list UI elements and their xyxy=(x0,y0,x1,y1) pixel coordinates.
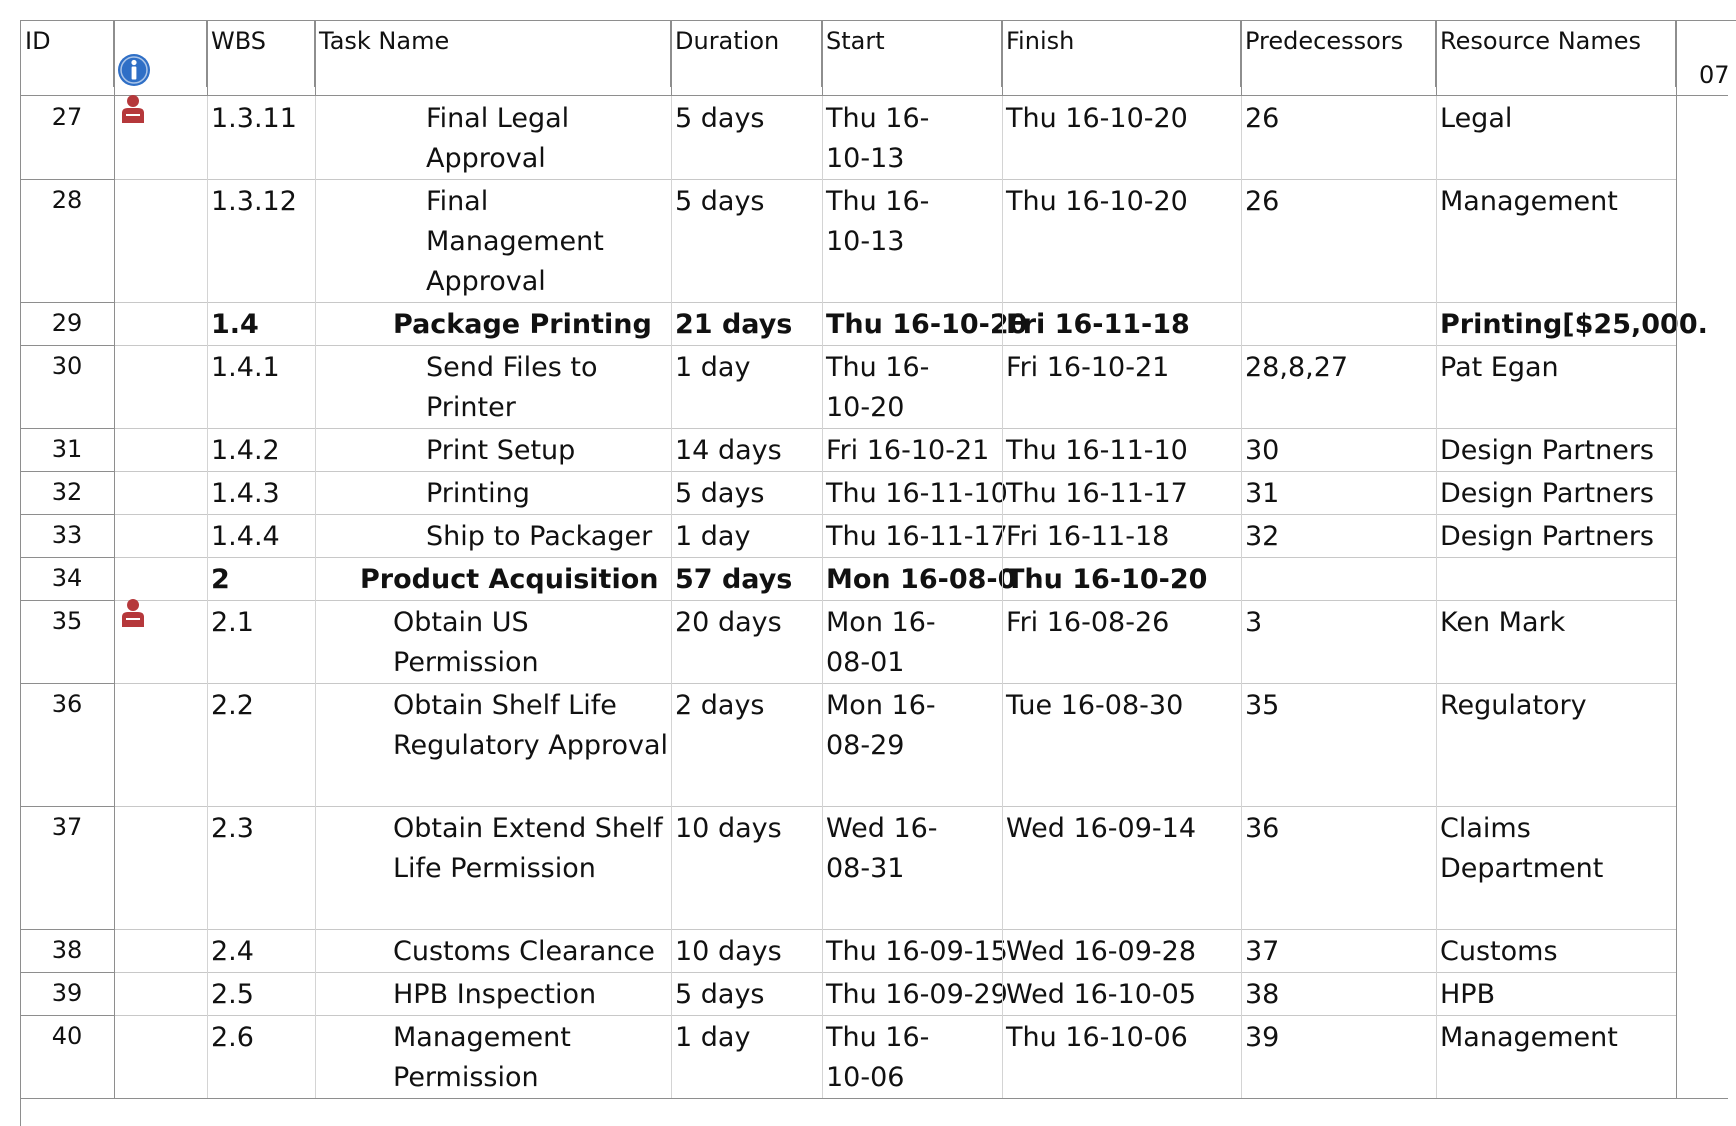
task-duration[interactable]: 57 days xyxy=(675,564,793,595)
task-wbs[interactable]: 1.4.3 xyxy=(211,478,280,509)
task-resource-names[interactable]: HPB xyxy=(1440,979,1496,1010)
column-header-start[interactable]: Start xyxy=(822,20,1002,87)
person-icon xyxy=(120,94,146,124)
task-row-36[interactable] xyxy=(0,683,1728,806)
task-row-34[interactable] xyxy=(0,557,1728,600)
task-resource-names[interactable]: Design Partners xyxy=(1440,521,1654,552)
table-bottom-border xyxy=(20,1098,1728,1099)
column-header-resource-names[interactable]: Resource Names xyxy=(1436,20,1676,87)
task-duration[interactable]: 5 days xyxy=(675,186,765,217)
task-start[interactable]: Thu 16-10-06 xyxy=(826,1022,930,1093)
task-id[interactable]: 32 xyxy=(51,478,83,506)
task-start[interactable]: Thu 16-11-17 xyxy=(826,521,1008,552)
task-duration[interactable]: 10 days xyxy=(675,813,782,844)
task-wbs[interactable]: 2.5 xyxy=(211,979,254,1010)
column-header-predecessors[interactable]: Predecessors xyxy=(1241,20,1436,87)
task-predecessors[interactable]: 38 xyxy=(1245,979,1280,1010)
task-name[interactable]: Obtain US Permission xyxy=(393,607,539,678)
column-divider[interactable] xyxy=(671,20,672,1098)
task-start[interactable]: Wed 16-08-31 xyxy=(826,813,938,884)
task-wbs[interactable]: 1.3.11 xyxy=(211,103,297,134)
task-name[interactable]: Send Files to Printer xyxy=(426,352,598,423)
header-divider xyxy=(671,20,672,96)
header-divider xyxy=(207,20,208,96)
header-divider xyxy=(20,20,21,96)
task-resource-names[interactable]: Pat Egan xyxy=(1440,352,1559,383)
task-name[interactable]: Obtain Shelf Life Regulatory Approval xyxy=(393,690,669,761)
task-id[interactable]: 34 xyxy=(51,564,83,592)
task-id[interactable]: 29 xyxy=(51,309,83,337)
task-duration[interactable]: 10 days xyxy=(675,936,782,967)
task-row-30[interactable] xyxy=(0,345,1728,428)
task-id[interactable]: 36 xyxy=(51,690,83,718)
column-header-finish[interactable]: Finish xyxy=(1002,20,1241,87)
header-divider xyxy=(1002,20,1003,96)
task-duration[interactable]: 1 day xyxy=(675,521,751,552)
task-finish[interactable]: Fri 16-10-21 xyxy=(1006,352,1170,383)
task-start[interactable]: Thu 16-09-29 xyxy=(826,979,1008,1010)
task-resource-names[interactable]: Printing[$25,000. xyxy=(1440,309,1708,340)
task-resource-names[interactable]: Customs xyxy=(1440,936,1558,967)
header-divider xyxy=(822,20,823,96)
task-start[interactable]: Fri 16-10-21 xyxy=(826,435,990,466)
column-header-id[interactable]: ID xyxy=(20,20,114,87)
task-resource-names[interactable]: Management xyxy=(1440,186,1618,217)
task-resource-names[interactable]: Management xyxy=(1440,1022,1618,1053)
task-row-37[interactable] xyxy=(0,806,1728,929)
task-finish[interactable]: Fri 16-11-18 xyxy=(1006,309,1190,340)
task-id[interactable]: 40 xyxy=(51,1022,83,1050)
header-divider xyxy=(1241,20,1242,96)
task-predecessors[interactable]: 3 xyxy=(1245,607,1263,638)
task-id[interactable]: 30 xyxy=(51,352,83,380)
task-start[interactable]: Mon 16-08-01 xyxy=(826,607,936,678)
task-resource-names[interactable]: Design Partners xyxy=(1440,478,1654,509)
task-duration[interactable]: 1 day xyxy=(675,352,751,383)
task-row-39[interactable] xyxy=(0,972,1728,1015)
info-icon xyxy=(117,53,151,87)
task-duration[interactable]: 14 days xyxy=(675,435,782,466)
column-header-task-name[interactable]: Task Name xyxy=(315,20,671,87)
task-wbs[interactable]: 2.2 xyxy=(211,690,254,721)
timescale-header xyxy=(1676,20,1736,87)
task-id[interactable]: 27 xyxy=(51,103,83,131)
task-row-40[interactable] xyxy=(0,1015,1728,1098)
header-divider xyxy=(315,20,316,96)
task-duration[interactable]: 2 days xyxy=(675,690,765,721)
task-predecessors[interactable]: 28,8,27 xyxy=(1245,352,1349,383)
task-finish[interactable]: Wed 16-09-28 xyxy=(1006,936,1197,967)
task-name[interactable]: HPB Inspection xyxy=(393,979,597,1010)
task-duration[interactable]: 21 days xyxy=(675,309,793,340)
task-start[interactable]: Thu 16-10-20 xyxy=(826,352,930,423)
task-predecessors[interactable]: 30 xyxy=(1245,435,1280,466)
task-id[interactable]: 37 xyxy=(51,813,83,841)
task-id[interactable]: 28 xyxy=(51,186,83,214)
task-resource-names[interactable] xyxy=(1436,557,1676,600)
header-divider xyxy=(1436,20,1437,96)
task-predecessors[interactable] xyxy=(1241,302,1436,345)
task-duration[interactable]: 5 days xyxy=(675,979,765,1010)
column-header-wbs[interactable]: WBS xyxy=(207,20,315,87)
column-divider[interactable] xyxy=(1676,20,1677,1098)
column-divider[interactable] xyxy=(315,20,316,1098)
task-row-33[interactable] xyxy=(0,514,1728,557)
task-predecessors[interactable]: 37 xyxy=(1245,936,1280,967)
task-name[interactable]: Printing xyxy=(426,478,530,509)
task-row-27[interactable] xyxy=(0,96,1728,179)
task-predecessors[interactable]: 36 xyxy=(1245,813,1280,844)
task-wbs[interactable]: 2.4 xyxy=(211,936,254,967)
column-divider[interactable] xyxy=(1241,20,1242,1098)
task-row-31[interactable] xyxy=(0,428,1728,471)
task-finish[interactable]: Thu 16-11-17 xyxy=(1006,478,1188,509)
task-finish[interactable]: Thu 16-10-06 xyxy=(1006,1022,1188,1053)
task-row-32[interactable] xyxy=(0,471,1728,514)
column-divider[interactable] xyxy=(20,20,21,1126)
task-name[interactable]: Final Legal Approval xyxy=(426,103,570,174)
task-name[interactable]: Print Setup xyxy=(426,435,576,466)
task-wbs[interactable]: 1.4 xyxy=(211,309,259,340)
task-name[interactable]: Management Permission xyxy=(393,1022,571,1093)
task-start[interactable]: Thu 16-11-10 xyxy=(826,478,1008,509)
task-row-29[interactable] xyxy=(0,302,1728,345)
column-header-indicators[interactable] xyxy=(114,20,207,87)
task-name[interactable]: Ship to Packager xyxy=(426,521,653,552)
task-predecessors[interactable] xyxy=(1241,557,1436,600)
task-wbs[interactable]: 2.1 xyxy=(211,607,254,638)
task-wbs[interactable]: 2.3 xyxy=(211,813,254,844)
task-duration[interactable]: 1 day xyxy=(675,1022,751,1053)
timescale-label: 07 xyxy=(1699,61,1730,89)
task-wbs[interactable]: 1.3.12 xyxy=(211,186,297,217)
task-start[interactable]: Mon 16-08-29 xyxy=(826,690,936,761)
column-header-duration[interactable]: Duration xyxy=(671,20,822,87)
task-row-38[interactable] xyxy=(0,929,1728,972)
task-wbs[interactable]: 1.4.4 xyxy=(211,521,280,552)
column-divider[interactable] xyxy=(1436,20,1437,1098)
task-name[interactable]: Customs Clearance xyxy=(393,936,655,967)
task-wbs[interactable]: 2.6 xyxy=(211,1022,254,1053)
task-id[interactable]: 39 xyxy=(51,979,83,1007)
task-start[interactable]: Thu 16-09-15 xyxy=(826,936,1008,967)
task-name[interactable]: Product Acquisition xyxy=(360,564,659,595)
task-resource-names[interactable]: Legal xyxy=(1440,103,1513,134)
task-predecessors[interactable]: 26 xyxy=(1245,103,1280,134)
task-wbs[interactable]: 1.4.1 xyxy=(211,352,280,383)
task-finish[interactable]: Fri 16-08-26 xyxy=(1006,607,1170,638)
task-finish[interactable]: Thu 16-10-20 xyxy=(1006,103,1188,134)
task-resource-names[interactable]: Design Partners xyxy=(1440,435,1654,466)
task-name[interactable]: Final Management Approval xyxy=(426,186,604,297)
column-divider[interactable] xyxy=(207,20,208,1098)
task-finish[interactable]: Wed 16-10-05 xyxy=(1006,979,1197,1010)
task-duration[interactable]: 5 days xyxy=(675,103,765,134)
task-duration[interactable]: 20 days xyxy=(675,607,782,638)
task-predecessors[interactable]: 32 xyxy=(1245,521,1280,552)
task-predecessors[interactable]: 31 xyxy=(1245,478,1280,509)
task-finish[interactable]: Thu 16-10-20 xyxy=(1006,564,1208,595)
task-id[interactable]: 33 xyxy=(51,521,83,549)
task-finish[interactable]: Fri 16-11-18 xyxy=(1006,521,1170,552)
header-divider xyxy=(114,20,115,96)
task-resource-names[interactable]: Ken Mark xyxy=(1440,607,1566,638)
task-wbs[interactable]: 2 xyxy=(211,564,230,595)
header-divider xyxy=(1676,20,1677,96)
column-divider[interactable] xyxy=(114,20,115,1098)
task-start[interactable]: Thu 16-10-13 xyxy=(826,186,930,257)
task-predecessors[interactable]: 39 xyxy=(1245,1022,1280,1053)
task-resource-names[interactable]: Claims Department xyxy=(1440,813,1604,884)
task-finish[interactable]: Wed 16-09-14 xyxy=(1006,813,1197,844)
task-start[interactable]: Mon 16-08-0 xyxy=(826,564,1017,595)
column-divider[interactable] xyxy=(1002,20,1003,1098)
task-name[interactable]: Package Printing xyxy=(393,309,652,340)
task-id[interactable]: 38 xyxy=(51,936,83,964)
task-finish[interactable]: Tue 16-08-30 xyxy=(1006,690,1184,721)
column-divider[interactable] xyxy=(822,20,823,1098)
task-id[interactable]: 35 xyxy=(51,607,83,635)
task-wbs[interactable]: 1.4.2 xyxy=(211,435,280,466)
task-name[interactable]: Obtain Extend Shelf Life Permission xyxy=(393,813,663,884)
task-start[interactable]: Thu 16-10-13 xyxy=(826,103,930,174)
task-duration[interactable]: 5 days xyxy=(675,478,765,509)
person-icon xyxy=(120,598,146,628)
task-finish[interactable]: Thu 16-10-20 xyxy=(1006,186,1188,217)
task-predecessors[interactable]: 26 xyxy=(1245,186,1280,217)
task-finish[interactable]: Thu 16-11-10 xyxy=(1006,435,1188,466)
task-predecessors[interactable]: 35 xyxy=(1245,690,1280,721)
task-resource-names[interactable]: Regulatory xyxy=(1440,690,1587,721)
task-start[interactable]: Thu 16-10-20 xyxy=(826,309,1028,340)
task-id[interactable]: 31 xyxy=(51,435,83,463)
task-row-35[interactable] xyxy=(0,600,1728,683)
task-row-28[interactable] xyxy=(0,179,1728,302)
